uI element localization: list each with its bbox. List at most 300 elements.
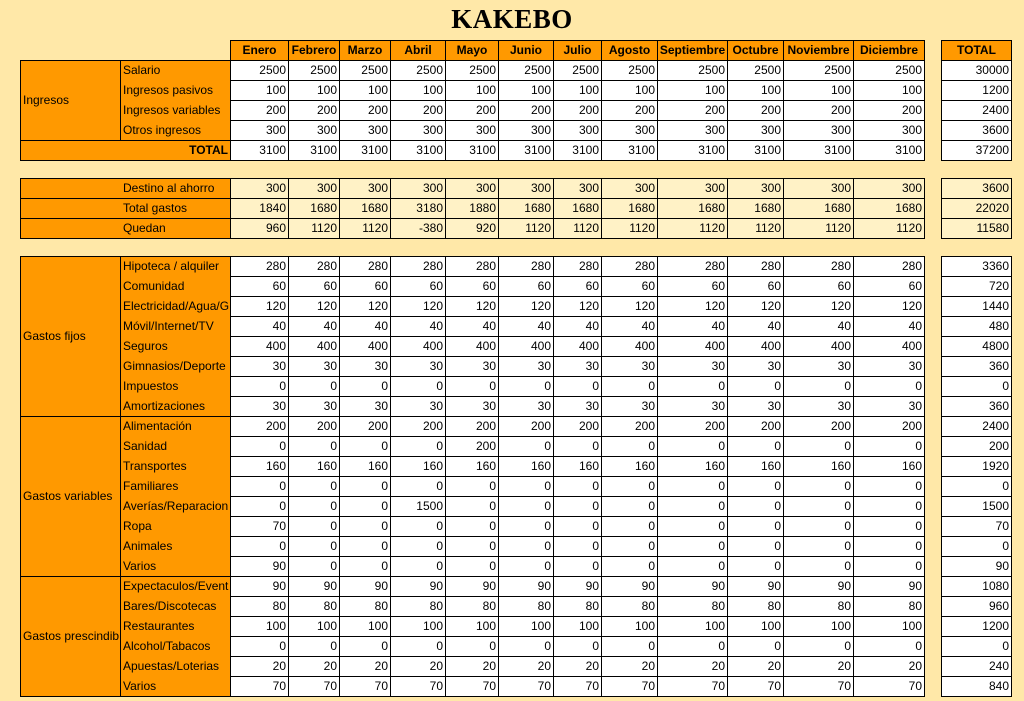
cell-value[interactable]: 0 [554,537,602,557]
cell-value[interactable]: 0 [340,477,391,497]
cell-value[interactable]: 70 [391,677,446,697]
cell-value[interactable]: 300 [499,179,554,199]
cell-value[interactable]: 0 [554,637,602,657]
cell-value[interactable]: 0 [231,377,289,397]
cell-value[interactable]: 20 [854,657,925,677]
cell-value[interactable]: 70 [784,677,854,697]
cell-value[interactable]: 80 [554,597,602,617]
cell-value[interactable]: 200 [499,417,554,437]
cell-value[interactable]: 30 [289,397,340,417]
cell-value[interactable]: 0 [289,477,340,497]
cell-value[interactable]: -380 [391,219,446,239]
cell-value[interactable]: 400 [340,337,391,357]
cell-total[interactable]: 0 [942,637,1012,657]
cell-value[interactable]: 400 [499,337,554,357]
cell-value[interactable]: 100 [499,81,554,101]
cell-value[interactable]: 100 [784,81,854,101]
cell-value[interactable]: 20 [446,657,499,677]
cell-value[interactable]: 100 [854,617,925,637]
cell-total[interactable]: 360 [942,397,1012,417]
cell-value[interactable]: 30 [784,397,854,417]
cell-value[interactable]: 100 [602,617,658,637]
cell-value[interactable]: 200 [289,417,340,437]
cell-total[interactable]: 0 [942,477,1012,497]
cell-value[interactable]: 70 [499,677,554,697]
cell-value[interactable]: 300 [784,121,854,141]
cell-value[interactable]: 400 [728,337,784,357]
cell-value[interactable]: 0 [854,637,925,657]
cell-total[interactable]: 22020 [942,199,1012,219]
cell-value[interactable]: 1880 [446,199,499,219]
cell-total[interactable]: 1500 [942,497,1012,517]
cell-value[interactable]: 20 [231,657,289,677]
cell-value[interactable]: 200 [728,417,784,437]
cell-value[interactable]: 1680 [554,199,602,219]
cell-value[interactable]: 30 [446,357,499,377]
cell-value[interactable]: 0 [658,437,728,457]
cell-value[interactable]: 70 [728,677,784,697]
cell-value[interactable]: 200 [602,101,658,121]
cell-value[interactable]: 0 [289,537,340,557]
cell-value[interactable]: 80 [289,597,340,617]
cell-value[interactable]: 0 [340,497,391,517]
cell-value[interactable]: 0 [391,557,446,577]
cell-value[interactable]: 300 [784,179,854,199]
cell-value[interactable]: 200 [854,417,925,437]
cell-value[interactable]: 40 [446,317,499,337]
cell-value[interactable]: 300 [231,179,289,199]
cell-value[interactable]: 300 [446,179,499,199]
cell-value[interactable]: 100 [728,617,784,637]
cell-value[interactable]: 100 [391,617,446,637]
cell-value[interactable]: 0 [602,497,658,517]
cell-total[interactable]: 30000 [942,61,1012,81]
cell-value[interactable]: 200 [658,417,728,437]
cell-value[interactable]: 90 [854,577,925,597]
cell-value[interactable]: 100 [446,617,499,637]
cell-value[interactable]: 400 [784,337,854,357]
cell-value[interactable]: 0 [854,377,925,397]
cell-value[interactable]: 100 [231,81,289,101]
cell-value[interactable]: 0 [784,437,854,457]
cell-value[interactable]: 0 [784,637,854,657]
cell-value[interactable]: 300 [391,121,446,141]
cell-value[interactable]: 60 [784,277,854,297]
cell-value[interactable]: 20 [499,657,554,677]
cell-value[interactable]: 20 [728,657,784,677]
cell-value[interactable]: 160 [340,457,391,477]
cell-value[interactable]: 0 [854,477,925,497]
cell-value[interactable]: 200 [784,101,854,121]
cell-total[interactable]: 3600 [942,179,1012,199]
cell-value[interactable]: 120 [602,297,658,317]
cell-value[interactable]: 120 [554,297,602,317]
cell-value[interactable]: 0 [340,557,391,577]
cell-value[interactable]: 80 [784,597,854,617]
cell-value[interactable]: 90 [658,577,728,597]
cell-value[interactable]: 400 [854,337,925,357]
cell-value[interactable]: 0 [231,637,289,657]
cell-value[interactable]: 160 [602,457,658,477]
cell-value[interactable]: 0 [658,557,728,577]
cell-value[interactable]: 300 [854,121,925,141]
cell-value[interactable]: 300 [340,121,391,141]
cell-value[interactable]: 30 [854,357,925,377]
cell-value[interactable]: 3180 [391,199,446,219]
cell-value[interactable]: 1120 [784,219,854,239]
cell-value[interactable]: 100 [391,81,446,101]
cell-value[interactable]: 0 [554,477,602,497]
cell-value[interactable]: 70 [340,677,391,697]
cell-value[interactable]: 80 [854,597,925,617]
cell-value[interactable]: 0 [728,517,784,537]
cell-value[interactable]: 0 [854,497,925,517]
cell-value[interactable]: 200 [231,101,289,121]
cell-value[interactable]: 0 [658,477,728,497]
cell-value[interactable]: 0 [446,637,499,657]
cell-total[interactable]: 480 [942,317,1012,337]
cell-value[interactable]: 60 [554,277,602,297]
cell-value[interactable]: 60 [658,277,728,297]
cell-value[interactable]: 160 [554,457,602,477]
cell-value[interactable]: 300 [340,179,391,199]
cell-value[interactable]: 0 [784,557,854,577]
cell-value[interactable]: 300 [499,121,554,141]
cell-value[interactable]: 3100 [289,141,340,161]
cell-value[interactable]: 3100 [728,141,784,161]
cell-value[interactable]: 300 [728,121,784,141]
cell-value[interactable]: 40 [340,317,391,337]
cell-value[interactable]: 2500 [499,61,554,81]
cell-value[interactable]: 400 [391,337,446,357]
cell-value[interactable]: 100 [658,81,728,101]
cell-value[interactable]: 200 [289,101,340,121]
cell-total[interactable]: 720 [942,277,1012,297]
cell-value[interactable]: 400 [231,337,289,357]
cell-total[interactable]: 3600 [942,121,1012,141]
cell-value[interactable]: 280 [289,257,340,277]
cell-value[interactable]: 120 [289,297,340,317]
cell-value[interactable]: 0 [854,537,925,557]
cell-value[interactable]: 2500 [391,61,446,81]
cell-value[interactable]: 0 [391,637,446,657]
cell-value[interactable]: 0 [554,377,602,397]
cell-value[interactable]: 0 [602,537,658,557]
cell-value[interactable]: 2500 [289,61,340,81]
cell-value[interactable]: 2500 [340,61,391,81]
cell-value[interactable]: 0 [289,517,340,537]
cell-value[interactable]: 0 [499,437,554,457]
cell-value[interactable]: 0 [446,377,499,397]
cell-value[interactable]: 100 [340,81,391,101]
cell-total[interactable]: 360 [942,357,1012,377]
cell-total[interactable]: 200 [942,437,1012,457]
cell-value[interactable]: 300 [554,179,602,199]
cell-value[interactable]: 0 [499,537,554,557]
cell-value[interactable]: 80 [658,597,728,617]
cell-value[interactable]: 70 [289,677,340,697]
cell-value[interactable]: 3100 [602,141,658,161]
cell-total[interactable]: 37200 [942,141,1012,161]
cell-value[interactable]: 0 [499,637,554,657]
cell-value[interactable]: 1680 [602,199,658,219]
cell-value[interactable]: 1120 [854,219,925,239]
cell-value[interactable]: 0 [289,377,340,397]
cell-value[interactable]: 90 [340,577,391,597]
cell-value[interactable]: 120 [391,297,446,317]
cell-value[interactable]: 3100 [391,141,446,161]
cell-value[interactable]: 0 [728,437,784,457]
cell-value[interactable]: 0 [784,517,854,537]
cell-value[interactable]: 1680 [658,199,728,219]
cell-value[interactable]: 280 [602,257,658,277]
cell-value[interactable]: 70 [854,677,925,697]
cell-value[interactable]: 3100 [784,141,854,161]
cell-value[interactable]: 0 [446,497,499,517]
cell-value[interactable]: 0 [340,537,391,557]
cell-value[interactable]: 300 [391,179,446,199]
cell-value[interactable]: 30 [499,357,554,377]
cell-value[interactable]: 0 [554,497,602,517]
cell-value[interactable]: 300 [728,179,784,199]
cell-value[interactable]: 1680 [728,199,784,219]
cell-value[interactable]: 0 [602,557,658,577]
cell-value[interactable]: 0 [289,497,340,517]
cell-value[interactable]: 1680 [289,199,340,219]
cell-value[interactable]: 70 [658,677,728,697]
cell-value[interactable]: 100 [854,81,925,101]
cell-value[interactable]: 0 [728,497,784,517]
cell-value[interactable]: 280 [391,257,446,277]
cell-value[interactable]: 160 [658,457,728,477]
cell-value[interactable]: 920 [446,219,499,239]
cell-value[interactable]: 0 [658,637,728,657]
cell-value[interactable]: 30 [602,357,658,377]
cell-value[interactable]: 0 [499,557,554,577]
cell-value[interactable]: 280 [854,257,925,277]
cell-value[interactable]: 100 [289,617,340,637]
cell-value[interactable]: 60 [446,277,499,297]
cell-value[interactable]: 30 [231,357,289,377]
cell-value[interactable]: 0 [602,637,658,657]
cell-value[interactable]: 40 [554,317,602,337]
cell-value[interactable]: 80 [728,597,784,617]
cell-value[interactable]: 0 [391,537,446,557]
cell-value[interactable]: 280 [784,257,854,277]
cell-value[interactable]: 100 [554,617,602,637]
cell-value[interactable]: 200 [658,101,728,121]
cell-value[interactable]: 30 [728,357,784,377]
cell-value[interactable]: 0 [446,517,499,537]
cell-value[interactable]: 100 [499,617,554,637]
cell-value[interactable]: 100 [231,617,289,637]
cell-value[interactable]: 80 [499,597,554,617]
cell-value[interactable]: 120 [499,297,554,317]
cell-value[interactable]: 0 [391,437,446,457]
cell-value[interactable]: 0 [658,497,728,517]
cell-value[interactable]: 0 [289,437,340,457]
cell-value[interactable]: 2500 [602,61,658,81]
cell-value[interactable]: 100 [602,81,658,101]
cell-value[interactable]: 0 [854,557,925,577]
cell-value[interactable]: 3100 [446,141,499,161]
cell-value[interactable]: 0 [602,377,658,397]
cell-total[interactable]: 240 [942,657,1012,677]
cell-value[interactable]: 200 [854,101,925,121]
cell-value[interactable]: 0 [728,377,784,397]
cell-value[interactable]: 400 [658,337,728,357]
cell-value[interactable]: 280 [658,257,728,277]
cell-value[interactable]: 160 [499,457,554,477]
cell-value[interactable]: 20 [602,657,658,677]
cell-value[interactable]: 70 [602,677,658,697]
cell-total[interactable]: 3360 [942,257,1012,277]
cell-value[interactable]: 3100 [854,141,925,161]
cell-value[interactable]: 300 [854,179,925,199]
cell-value[interactable]: 0 [231,437,289,457]
cell-value[interactable]: 90 [784,577,854,597]
cell-value[interactable]: 20 [554,657,602,677]
cell-value[interactable]: 90 [728,577,784,597]
cell-value[interactable]: 160 [446,457,499,477]
cell-value[interactable]: 100 [658,617,728,637]
cell-total[interactable]: 0 [942,377,1012,397]
cell-value[interactable]: 3100 [231,141,289,161]
cell-value[interactable]: 30 [391,397,446,417]
cell-value[interactable]: 2500 [658,61,728,81]
cell-value[interactable]: 100 [340,617,391,637]
cell-value[interactable]: 0 [554,437,602,457]
cell-total[interactable]: 4800 [942,337,1012,357]
cell-value[interactable]: 0 [602,517,658,537]
cell-value[interactable]: 70 [554,677,602,697]
cell-value[interactable]: 0 [554,557,602,577]
cell-value[interactable]: 40 [231,317,289,337]
cell-value[interactable]: 200 [728,101,784,121]
cell-value[interactable]: 30 [340,357,391,377]
cell-value[interactable]: 300 [658,121,728,141]
cell-value[interactable]: 1680 [784,199,854,219]
cell-value[interactable]: 20 [658,657,728,677]
cell-value[interactable]: 60 [391,277,446,297]
cell-value[interactable]: 0 [728,637,784,657]
cell-value[interactable]: 0 [340,517,391,537]
cell-value[interactable]: 30 [728,397,784,417]
cell-value[interactable]: 400 [602,337,658,357]
cell-value[interactable]: 30 [602,397,658,417]
cell-value[interactable]: 60 [854,277,925,297]
cell-value[interactable]: 90 [499,577,554,597]
cell-value[interactable]: 280 [446,257,499,277]
cell-value[interactable]: 0 [499,517,554,537]
cell-value[interactable]: 120 [728,297,784,317]
cell-value[interactable]: 0 [728,557,784,577]
cell-value[interactable]: 1120 [499,219,554,239]
cell-value[interactable]: 200 [446,437,499,457]
cell-value[interactable]: 280 [499,257,554,277]
cell-value[interactable]: 280 [340,257,391,277]
cell-value[interactable]: 0 [499,477,554,497]
cell-value[interactable]: 2500 [784,61,854,81]
cell-value[interactable]: 20 [784,657,854,677]
cell-value[interactable]: 2500 [854,61,925,81]
cell-value[interactable]: 0 [602,477,658,497]
cell-value[interactable]: 60 [499,277,554,297]
cell-value[interactable]: 0 [499,377,554,397]
cell-total[interactable]: 2400 [942,101,1012,121]
cell-value[interactable]: 60 [728,277,784,297]
cell-value[interactable]: 60 [289,277,340,297]
cell-value[interactable]: 200 [784,417,854,437]
cell-value[interactable]: 120 [854,297,925,317]
cell-value[interactable]: 80 [340,597,391,617]
cell-value[interactable]: 90 [231,557,289,577]
cell-value[interactable]: 300 [602,121,658,141]
cell-value[interactable]: 1680 [854,199,925,219]
cell-value[interactable]: 0 [231,497,289,517]
cell-value[interactable]: 2500 [554,61,602,81]
cell-value[interactable]: 30 [289,357,340,377]
cell-value[interactable]: 80 [391,597,446,617]
cell-total[interactable]: 960 [942,597,1012,617]
cell-value[interactable]: 60 [602,277,658,297]
cell-value[interactable]: 60 [340,277,391,297]
cell-value[interactable]: 160 [289,457,340,477]
cell-total[interactable]: 1200 [942,81,1012,101]
cell-value[interactable]: 200 [446,417,499,437]
cell-value[interactable]: 200 [391,417,446,437]
cell-value[interactable]: 120 [340,297,391,317]
cell-value[interactable]: 3100 [340,141,391,161]
cell-value[interactable]: 0 [854,517,925,537]
cell-value[interactable]: 100 [446,81,499,101]
cell-value[interactable]: 0 [854,437,925,457]
cell-value[interactable]: 200 [499,101,554,121]
cell-value[interactable]: 30 [554,357,602,377]
cell-value[interactable]: 40 [391,317,446,337]
cell-value[interactable]: 40 [499,317,554,337]
cell-value[interactable]: 1120 [554,219,602,239]
cell-value[interactable]: 90 [391,577,446,597]
cell-value[interactable]: 60 [231,277,289,297]
cell-value[interactable]: 20 [391,657,446,677]
cell-value[interactable]: 20 [289,657,340,677]
cell-value[interactable]: 0 [340,377,391,397]
cell-value[interactable]: 960 [231,219,289,239]
cell-value[interactable]: 1120 [340,219,391,239]
cell-value[interactable]: 400 [554,337,602,357]
cell-value[interactable]: 160 [231,457,289,477]
cell-value[interactable]: 160 [391,457,446,477]
cell-total[interactable]: 1440 [942,297,1012,317]
cell-value[interactable]: 280 [728,257,784,277]
cell-value[interactable]: 200 [231,417,289,437]
cell-value[interactable]: 40 [728,317,784,337]
cell-value[interactable]: 30 [446,397,499,417]
cell-value[interactable]: 120 [784,297,854,317]
cell-value[interactable]: 0 [289,637,340,657]
cell-value[interactable]: 90 [231,577,289,597]
cell-value[interactable]: 70 [446,677,499,697]
cell-value[interactable]: 120 [446,297,499,317]
cell-value[interactable]: 80 [231,597,289,617]
cell-value[interactable]: 40 [784,317,854,337]
cell-value[interactable]: 0 [784,377,854,397]
cell-value[interactable]: 400 [289,337,340,357]
cell-value[interactable]: 200 [602,417,658,437]
cell-value[interactable]: 1840 [231,199,289,219]
cell-value[interactable]: 70 [231,677,289,697]
